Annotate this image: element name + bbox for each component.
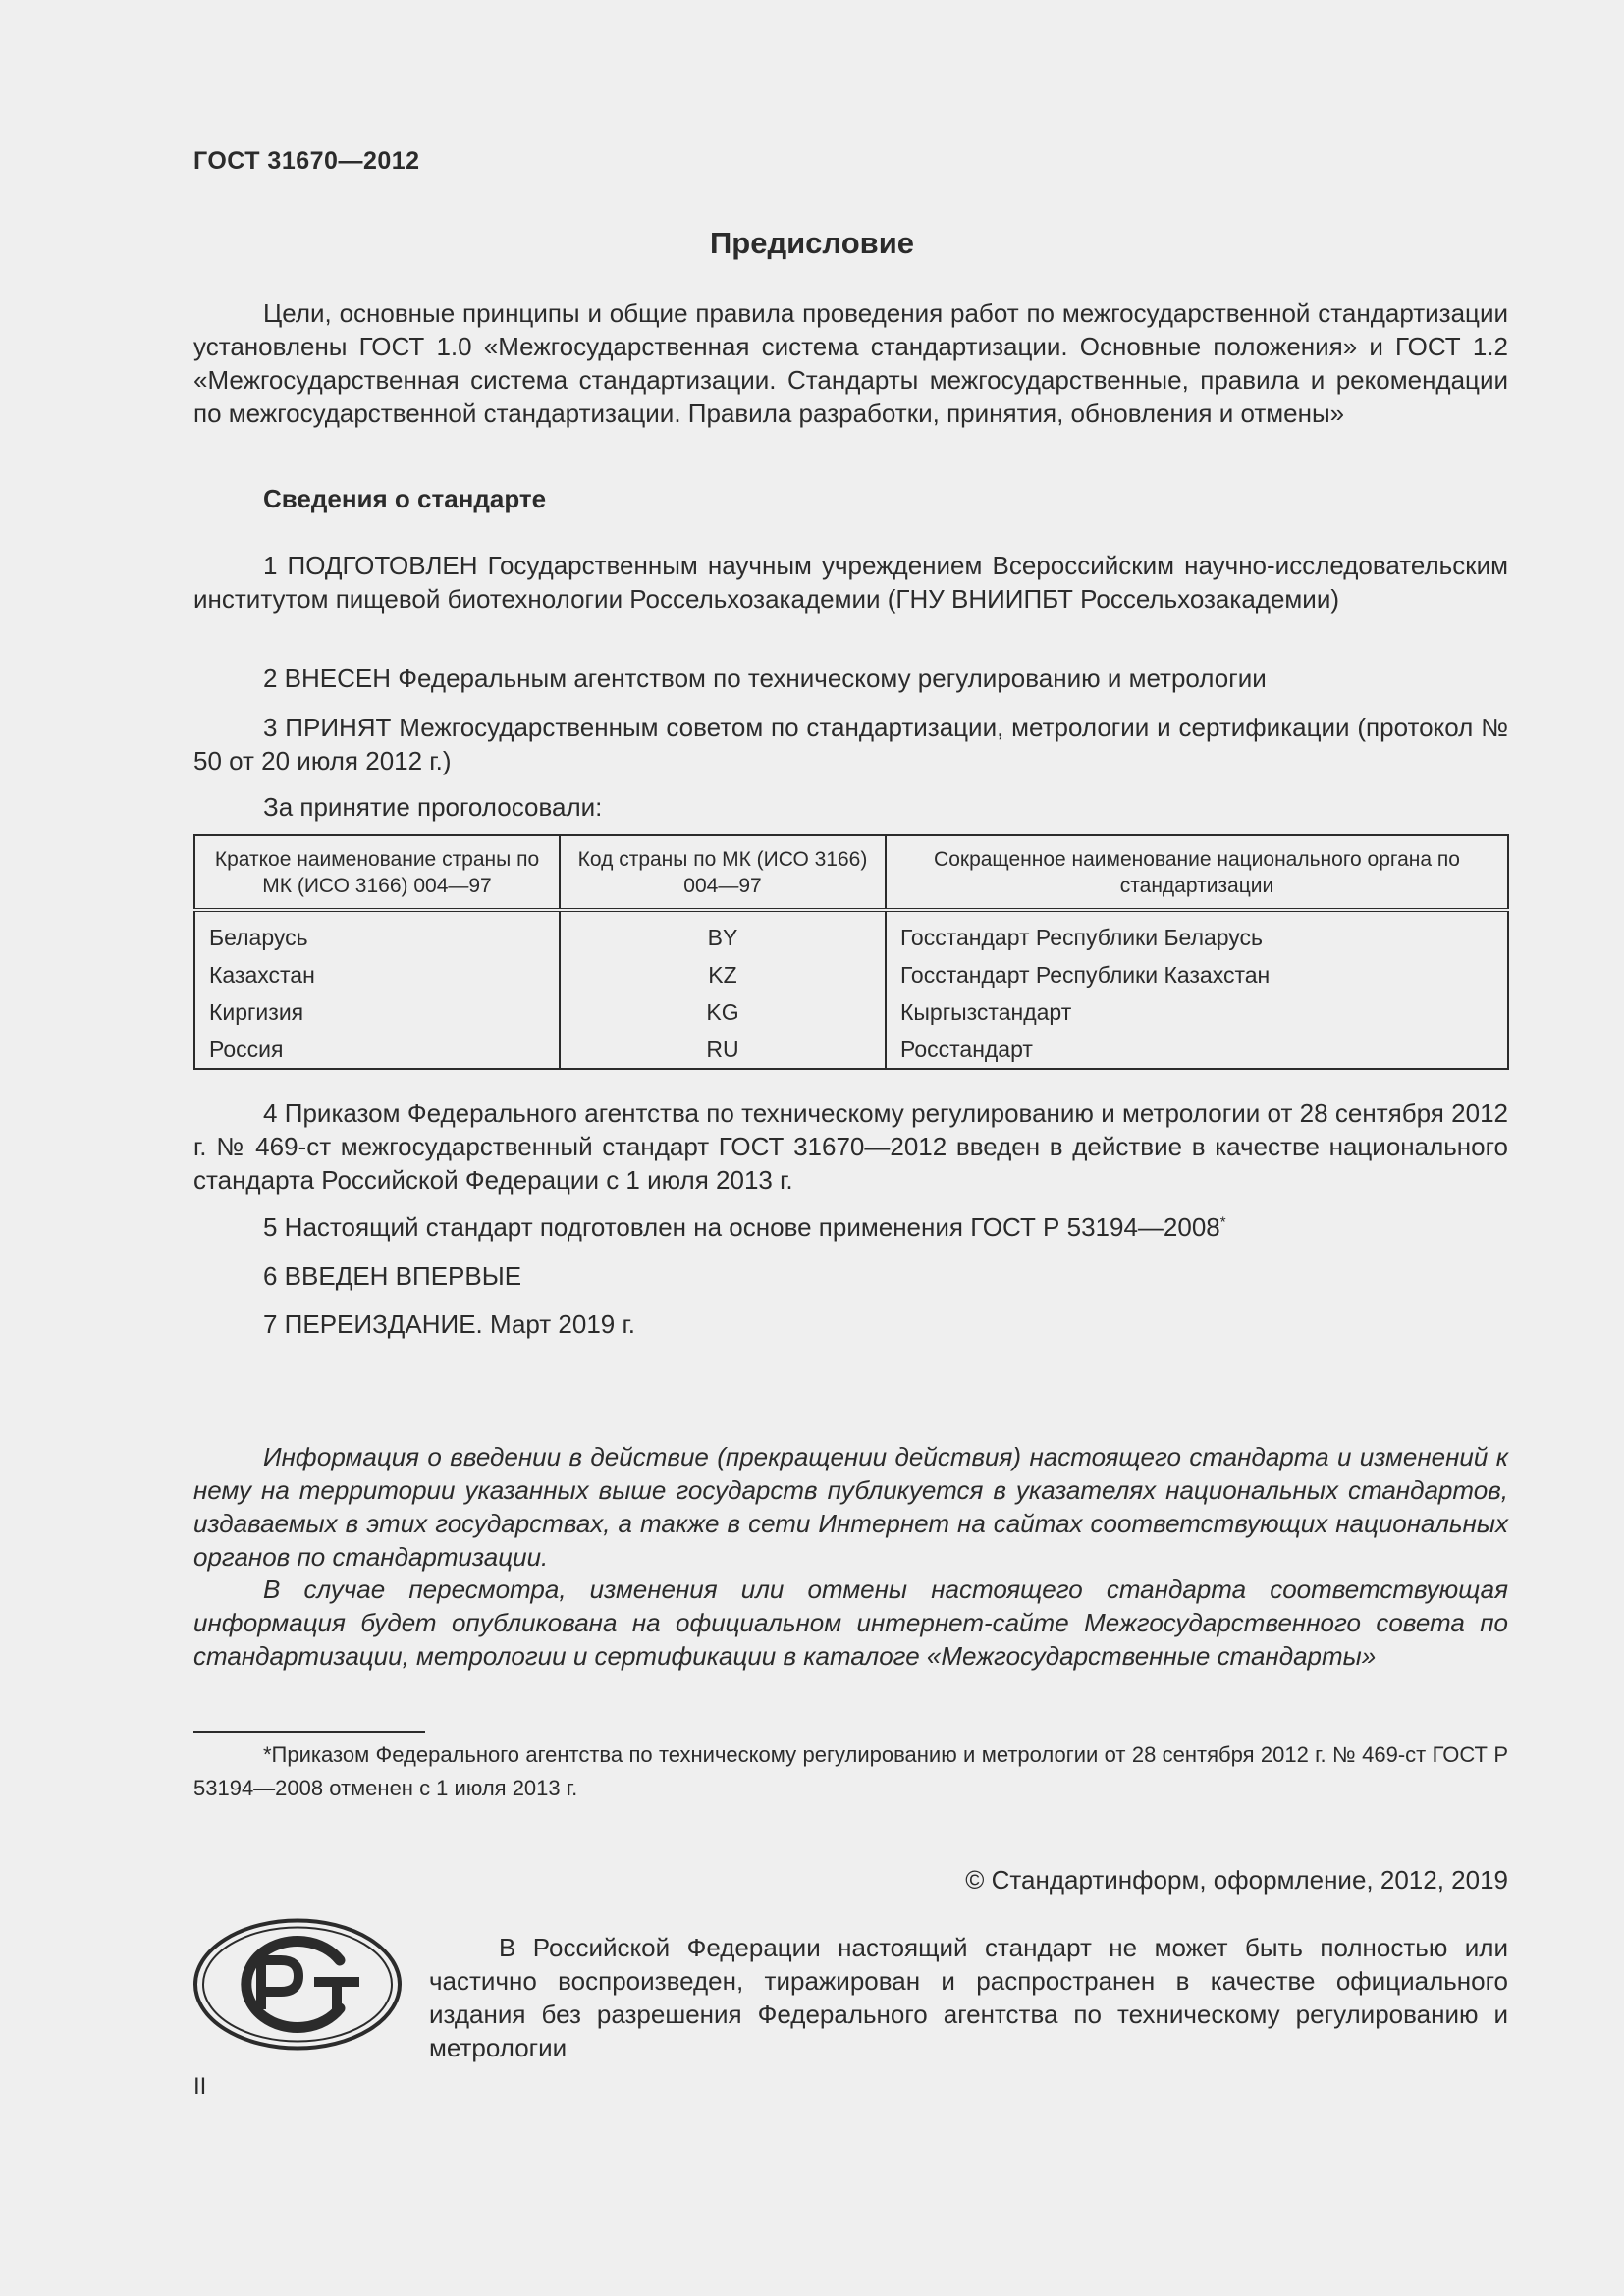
about-heading: Сведения о стандарте — [263, 484, 547, 513]
item-6: 6 ВВЕДЕН ВПЕРВЫЕ — [263, 1261, 522, 1291]
table-row — [194, 957, 1508, 994]
column-header-body: Сокращенное наименование национального органа по стандартизации — [886, 835, 1508, 910]
standards-body: Росстандарт — [900, 1036, 1033, 1062]
rst-logo-icon — [192, 1917, 403, 2052]
footnote-marker: * — [1219, 1213, 1226, 1231]
item-2: 2 ВНЕСЕН Федеральным агентством по техническому регулированию и метрологии — [263, 664, 1267, 693]
country-name: Беларусь — [194, 910, 560, 957]
country-code: RU — [560, 1031, 886, 1069]
country-code: KG — [560, 994, 886, 1032]
notice-paragraph-1: Информация о введении в действие (прекращении действия) настоящего стандарта и изменений к нему на территории указанных выше государств публикуется в указателях национальных стандартов, издаваемых в этих государствах, а также в сети Интернет на сайтах соответствующих национальных органов по стандартизации. — [193, 1442, 1508, 1572]
page-title: Предисловие — [709, 226, 914, 260]
country-name: Киргизия — [194, 994, 560, 1032]
item-5-text: 5 Настоящий стандарт подготовлен на основе применения ГОСТ Р 53194—2008 — [263, 1212, 1220, 1242]
country-code: BY — [560, 910, 886, 957]
column-header-code: Код страны по МК (ИСО 3166) 004—97 — [560, 835, 886, 910]
standards-body: Госстандарт Республики Казахстан — [900, 962, 1271, 988]
country-name: Россия — [194, 1031, 560, 1069]
footnote: *Приказом Федерального агентства по техническому регулированию и метрологии от 28 сентября 2012 г. № 469-ст ГОСТ Р 53194—2008 отменен с 1 июля 2013 г. — [193, 1742, 1508, 1800]
document-code: ГОСТ 31670—2012 — [193, 147, 420, 175]
item-3: 3 ПРИНЯТ Межгосударственным советом по стандартизации, метрологии и сертификации (протокол № 50 от 20 июля 2012 г.) — [193, 713, 1508, 775]
country-code: KZ — [560, 957, 886, 994]
table-row — [194, 1031, 1508, 1069]
footnote-divider — [193, 1731, 425, 1733]
rights-notice: В Российской Федерации настоящий стандарт не может быть полностью или частично воспроизведен, тиражирован и распространен в качестве официального издания без разрешения Федерального агентства по техническому регулированию и метрологии — [429, 1933, 1508, 2062]
item-4: 4 Приказом Федерального агентства по техническому регулированию и метрологии от 28 сентября 2012 г. № 469-ст межгосударственный стандарт ГОСТ 31670—2012 введен в действие в качестве национального стандарта Российской Федерации с 1 июля 2013 г. — [193, 1098, 1508, 1195]
table-row — [194, 994, 1508, 1032]
table-header-row — [194, 835, 1508, 910]
item-5 — [263, 1212, 1226, 1243]
country-name: Казахстан — [194, 957, 560, 994]
copyright: © Стандартинформ, оформление, 2012, 2019 — [965, 1865, 1508, 1895]
table-row — [194, 910, 1508, 957]
voting-table — [193, 834, 1509, 1070]
standards-body: Госстандарт Республики Беларусь — [900, 925, 1264, 951]
column-header-country: Краткое наименование страны по МК (ИСО 3166) 004—97 — [194, 835, 560, 910]
notice-paragraph-2: В случае пересмотра, изменения или отмены настоящего стандарта соответствующая информация будет опубликована на официальном интернет-сайте Межгосударственного совета по стандартизации, метрологии и сертификации в каталоге «Межгосударственные стандарты» — [193, 1575, 1508, 1671]
item-1: 1 ПОДГОТОВЛЕН Государственным научным учреждением Всероссийским научно-исследовательским институтом пищевой биотехнологии Россельхозакадемии (ГНУ ВНИИПБТ Россельхозакадемии) — [193, 551, 1508, 614]
page-number: II — [193, 2073, 207, 2100]
voted-label: За принятие проголосовали: — [263, 792, 603, 822]
standards-body: Кыргызстандарт — [900, 998, 1072, 1025]
intro-paragraph: Цели, основные принципы и общие правила проведения работ по межгосударственной стандартизации установлены ГОСТ 1.0 «Межгосударственная система стандартизации. Основные положения» и ГОСТ 1.2 «Межгосударственная система стандартизации. Стандарты межгосударственные, правила и рекомендации по межгосударственной стандартизации. Правила разработки, принятия, обновления и отмены» — [193, 298, 1508, 428]
item-7: 7 ПЕРЕИЗДАНИЕ. Март 2019 г. — [263, 1309, 636, 1339]
